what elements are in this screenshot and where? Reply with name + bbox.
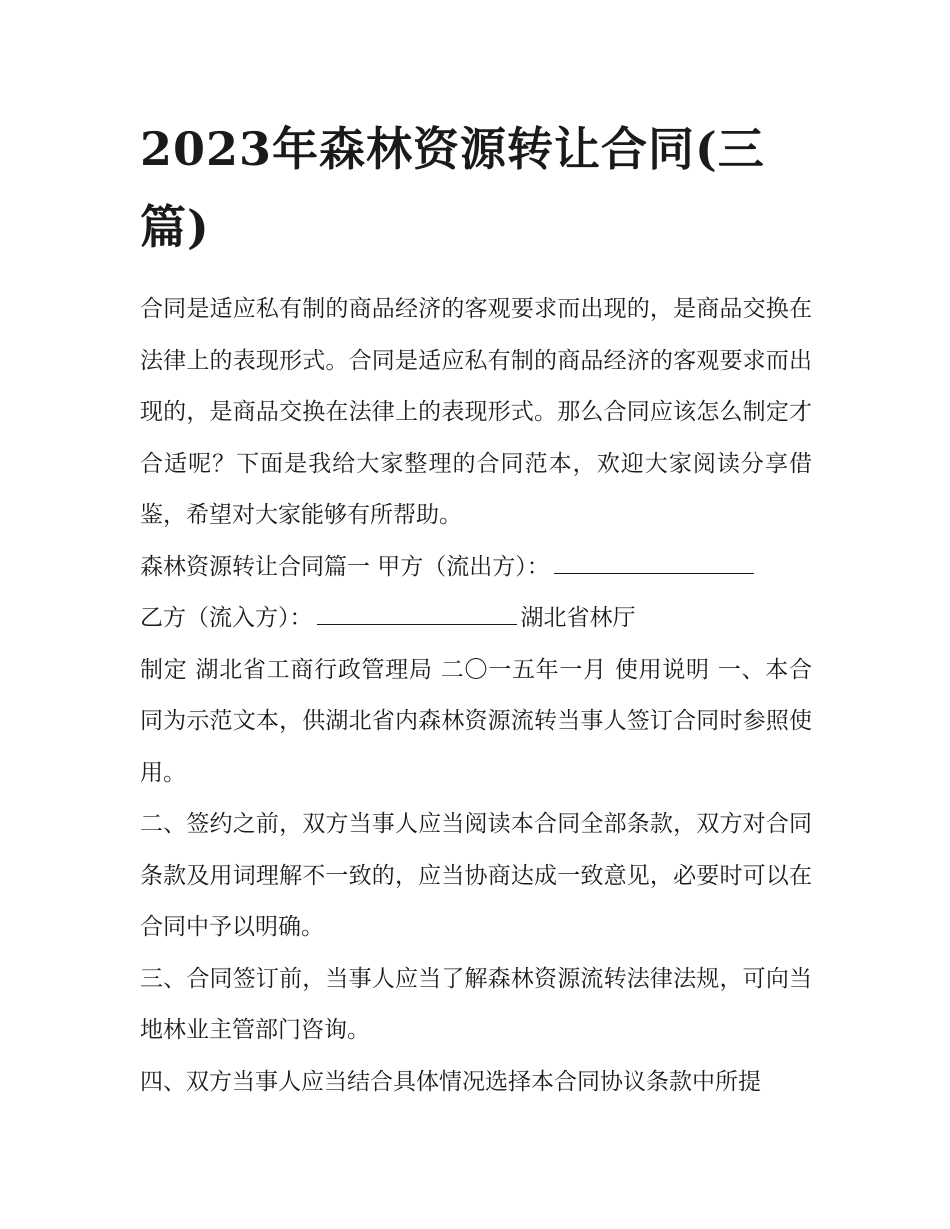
- issuer-paragraph: 制定 湖北省工商行政管理局 二〇一五年一月 使用说明 一、本合同为示范文本，供湖北省内森林资源流转当事人签订合同时参照使用。: [140, 656, 812, 786]
- party-b-blank: [317, 602, 517, 625]
- document-page: [140, 110, 812, 1108]
- item-2-paragraph: 二、签约之前，双方当事人应当阅读本合同全部条款，双方对合同条款及用词理解不一致的，应当协商达成一致意见，必要时可以在合同中予以明确。: [140, 811, 812, 940]
- party-a-blank: [554, 551, 754, 574]
- party-a-line: [140, 542, 812, 594]
- party-b-line: [140, 593, 812, 645]
- party-a-label: 森林资源转让合同篇一 甲方（流出方）：: [140, 553, 550, 580]
- item-3-paragraph: 三、合同签订前，当事人应当了解森林资源流转法律法规，可向当地林业主管部门咨询。: [140, 965, 812, 1043]
- item-4-paragraph: 四、双方当事人应当结合具体情况选择本合同协议条款中所提: [140, 1068, 761, 1095]
- intro-paragraph: 合同是适应私有制的商品经济的客观要求而出现的，是商品交换在法律上的表现形式。合同是适应私有制的商品经济的客观要求而出现的，是商品交换在法律上的表现形式。那么合同应该怎么制定才合适呢？下面是我给大家整理的合同范本，欢迎大家阅读分享借鉴，希望对大家能够有所帮助。: [140, 296, 812, 528]
- document-title: 2023年森林资源转让合同(三篇): [140, 122, 765, 254]
- party-b-label: 乙方（流入方）：: [140, 605, 313, 631]
- issuer-forestry: 湖北省林厅: [520, 605, 636, 631]
